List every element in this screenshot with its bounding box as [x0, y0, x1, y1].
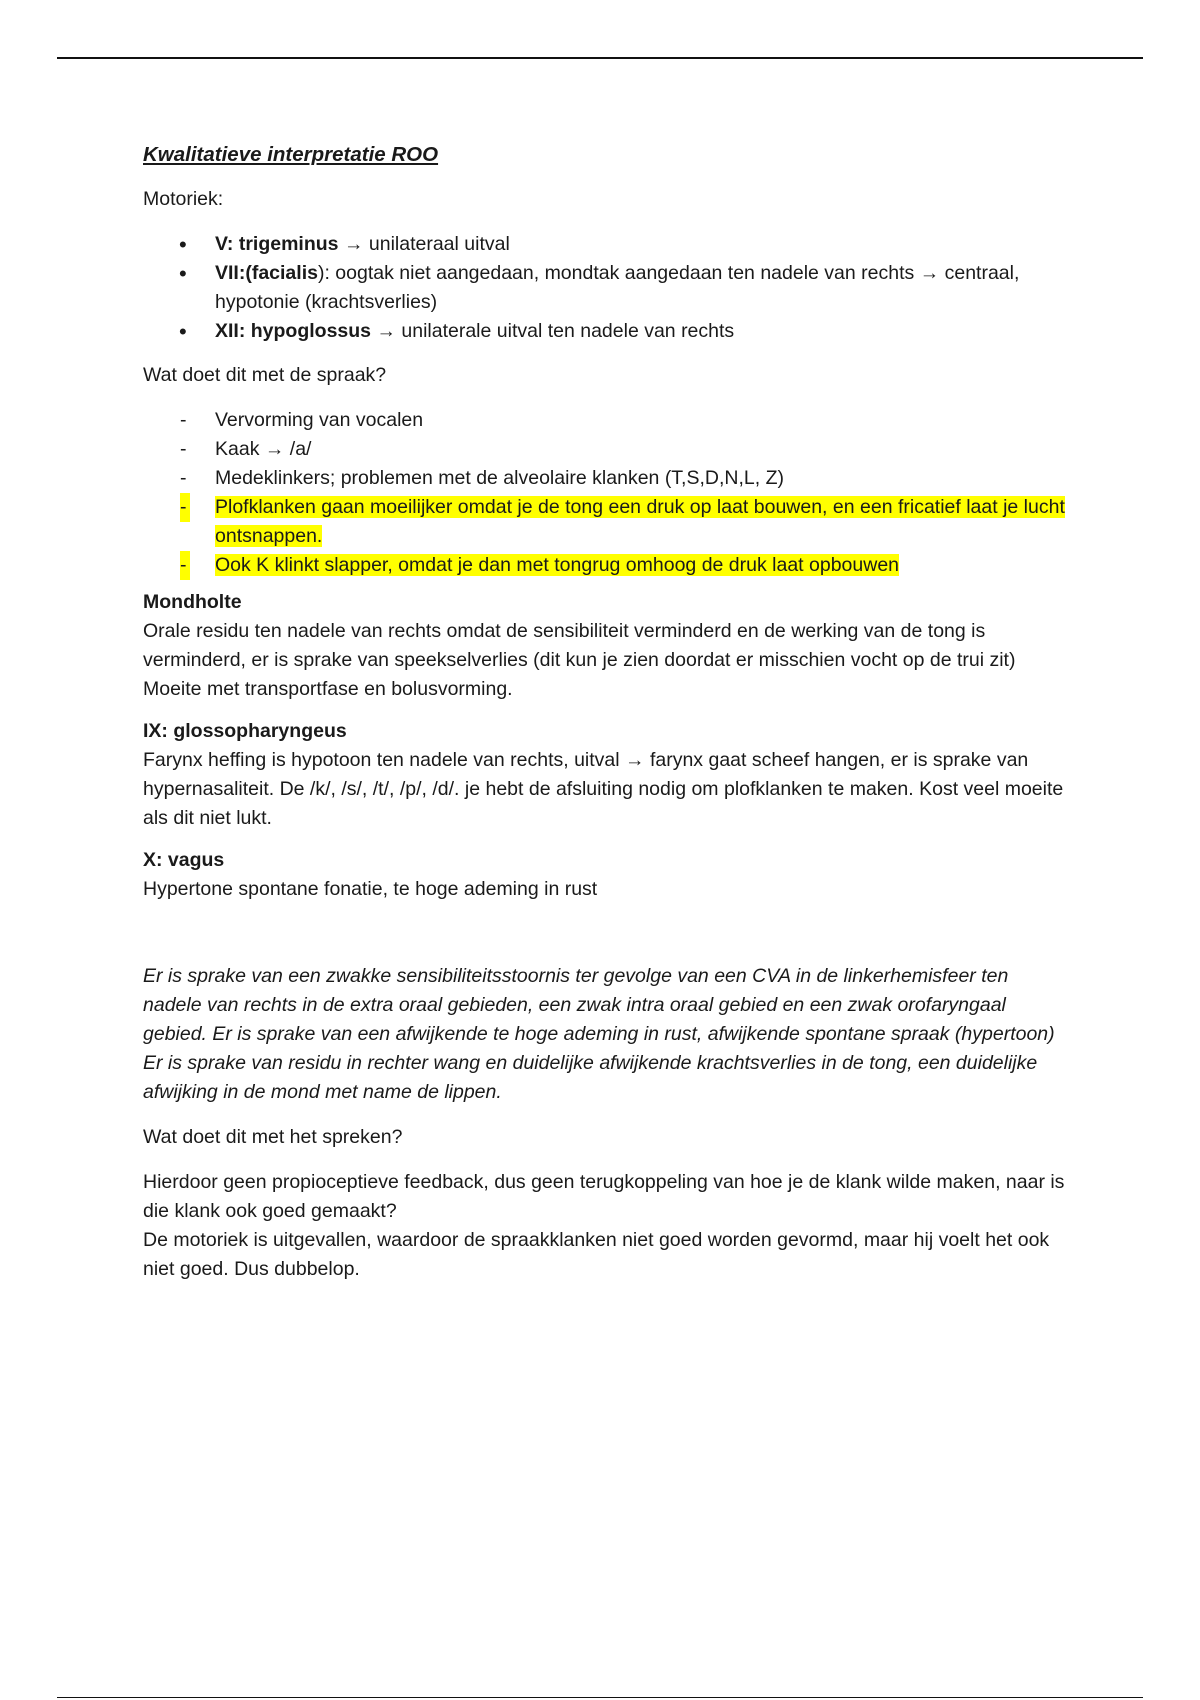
list-item: [143, 406, 1068, 435]
answer-text: De motoriek is uitgevallen, waardoor de spraakklanken niet goed worden gevormd, maar hij voelt het ook niet goed. Dus dubbelop.: [143, 1229, 1050, 1280]
nerve-list: [143, 230, 1068, 346]
section-text-part: farynx gaat scheef hangen, er is sprake van hypernasaliteit. De /k/, /s/, /t/, /p/, /d/. je hebt de afsluiting nodig om plofklanken te maken. Kost veel moeite als dit niet lukt.: [143, 749, 1064, 829]
list-item: [143, 230, 1068, 259]
speech-effects-list: [143, 406, 1068, 580]
motoriek-label: Motoriek:: [143, 188, 224, 210]
conclusion-paragraph: Er is sprake van een zwakke sensibiliteitsstoornis ter gevolge van een CVA in de linkerhemisfeer ten nadele van rechts in de extra oraal gebieden, een zwak intra oraal gebied en een zwak orofaryngaal gebied. Er is sprake van een afwijkende te hoge ademing in rust, afwijkende spontane spraak (hypertoon) Er is sprake van residu in rechter wang en duidelijke afwijkende krachtsverlies in de tong, een duidelijke afwijking in de mond met name de lippen.: [143, 965, 1055, 1103]
arrow-icon: →: [625, 749, 645, 771]
document-title: Kwalitatieve interpretatie ROO: [143, 143, 439, 166]
effect-text: Kaak: [215, 438, 260, 460]
nerve-description: unilaterale uitval ten nadele van rechts: [401, 320, 735, 342]
effect-text: Vervorming van vocalen: [215, 409, 424, 431]
section-vagus: [143, 846, 1068, 904]
section-heading: IX: glossopharyngeus: [143, 720, 347, 742]
section-glossopharyngeus: [143, 717, 1068, 833]
list-item: [143, 435, 1068, 464]
bullet-icon: •: [179, 261, 187, 286]
arrow-icon: →: [919, 262, 940, 284]
bullet-icon: •: [179, 319, 187, 344]
document-body: [143, 140, 1068, 1284]
nerve-name: XII: hypoglossus: [215, 320, 372, 342]
arrow-icon: →: [376, 320, 396, 342]
section-text: [143, 746, 1068, 833]
nerve-paren: ): [317, 262, 325, 284]
list-item-highlighted: [143, 551, 1068, 580]
section-heading: X: vagus: [143, 849, 225, 871]
nerve-name: V: trigeminus: [215, 233, 339, 255]
nerve-description: : oogtak niet aangedaan, mondtak aangedaan ten nadele van rechts: [324, 262, 915, 284]
bullet-icon: •: [179, 232, 187, 257]
section-text-part: Farynx heffing is hypotoon ten nadele van rechts, uitval: [143, 749, 620, 771]
list-item-highlighted: [143, 493, 1068, 551]
nerve-description-continued: centraal, hypotonie (krachtsverlies): [215, 262, 1020, 313]
arrow-icon: →: [343, 233, 364, 255]
answer-text: Hierdoor geen propioceptieve feedback, dus geen terugkoppeling van hoe je de klank wilde maken, naar is die klank ook goed gemaakt?: [143, 1171, 1065, 1222]
dash-icon: -: [180, 409, 187, 431]
section-heading: Mondholte: [143, 591, 242, 613]
nerve-description: unilateraal uitval: [368, 233, 510, 255]
section-text: Orale residu ten nadele van rechts omdat de sensibiliteit verminderd en de werking van de tong is verminderd, er is sprake van speekselverlies (dit kun je zien doordat er misschien vocht op de trui zit): [143, 620, 1016, 671]
question-speaking: Wat doet dit met het spreken?: [143, 1126, 403, 1148]
header-rule: [57, 57, 1143, 59]
nerve-name: VII:(facialis: [215, 262, 318, 284]
dash-icon: -: [180, 551, 190, 580]
effect-text: Medeklinkers; problemen met de alveolaire klanken (T,S,D,N,L, Z): [215, 467, 784, 489]
dash-icon: -: [180, 467, 187, 489]
section-text: Hypertone spontane fonatie, te hoge ademing in rust: [143, 878, 598, 900]
dash-icon: -: [180, 438, 187, 460]
list-item: [143, 259, 1068, 317]
effect-text: Plofklanken gaan moeilijker omdat je de tong een druk op laat bouwen, en een fricatief laat je lucht ontsnappen.: [215, 496, 1065, 547]
effect-text-continued: /a/: [289, 438, 312, 460]
list-item: [143, 464, 1068, 493]
dash-icon: -: [180, 493, 190, 522]
question-speech: Wat doet dit met de spraak?: [143, 364, 387, 386]
effect-text: Ook K klinkt slapper, omdat je dan met tongrug omhoog de druk laat opbouwen: [215, 554, 900, 576]
section-mondholte: [143, 588, 1068, 704]
section-text: Moeite met transportfase en bolusvorming.: [143, 678, 513, 700]
list-item: [143, 317, 1068, 346]
footer-rule: [57, 1697, 1143, 1698]
arrow-icon: →: [264, 438, 285, 460]
